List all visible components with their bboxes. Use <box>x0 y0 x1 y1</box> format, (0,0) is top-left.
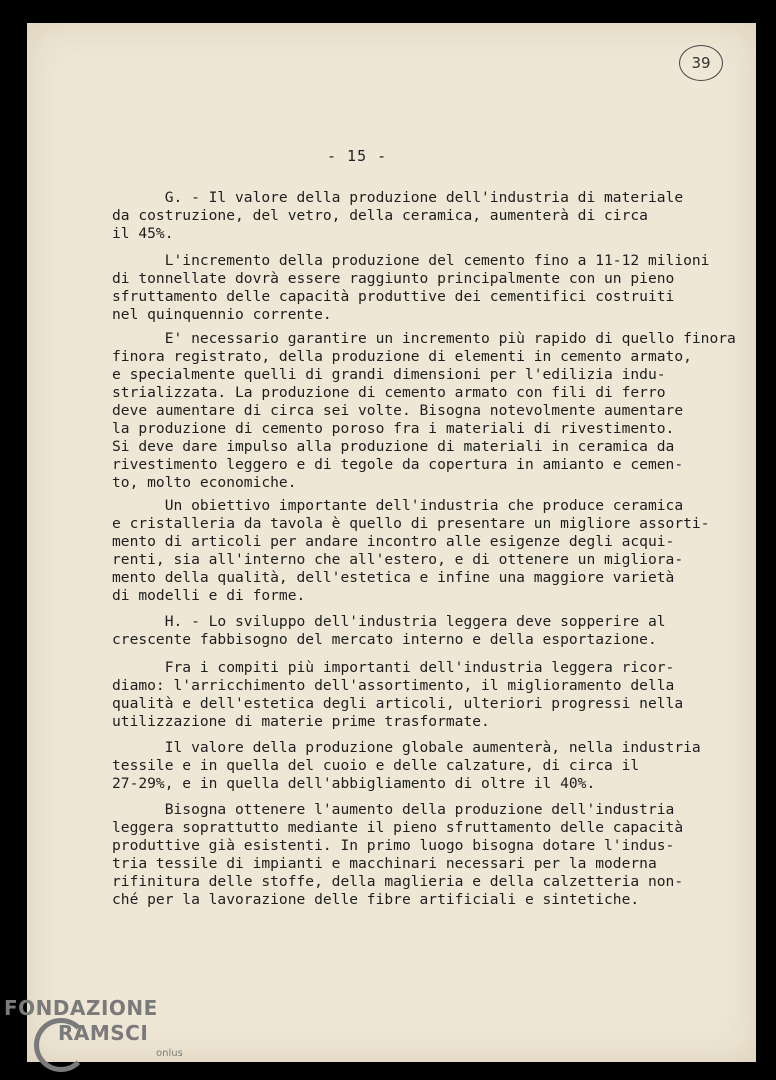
text-line: strializzata. La produzione di cemento armato con fili di ferro <box>112 384 666 401</box>
text-line: tessile e in quella del cuoio e delle calzature, di circa il <box>112 757 640 774</box>
text-line: la produzione di cemento poroso fra i materiali di rivestimento. <box>112 420 675 437</box>
text-line: H. - Lo sviluppo dell'industria leggera deve sopperire al <box>112 613 666 630</box>
text-line: to, molto economiche. <box>112 474 297 491</box>
text-line: produttive già esistenti. In primo luogo bisogna dotare l'indus- <box>112 837 675 854</box>
text-line: mento della qualità, dell'estetica e infine una maggiore varietà <box>112 569 675 586</box>
text-line: rivestimento leggero e di tegole da copertura in amianto e cemen- <box>112 456 684 473</box>
text-line: Fra i compiti più importanti dell'industria leggera ricor- <box>112 659 675 676</box>
text-line: diamo: l'arricchimento dell'assortimento, il miglioramento della <box>112 677 675 694</box>
text-line: finora registrato, della produzione di elementi in cemento armato, <box>112 348 692 365</box>
text-line: Un obiettivo importante dell'industria che produce ceramica <box>112 497 684 514</box>
text-line: rifinitura delle stoffe, della maglieria e della calzetteria non- <box>112 873 684 890</box>
watermark-onlus: onlus <box>156 1048 183 1059</box>
text-line: qualità e dell'estetica degli articoli, ulteriori progressi nella <box>112 695 684 712</box>
watermark-subtitle: RAMSCI <box>58 1021 149 1045</box>
fondazione-gramsci-watermark <box>4 996 204 1080</box>
text-line: mento di articoli per andare incontro alle esigenze degli acqui- <box>112 533 675 550</box>
text-line: leggera soprattutto mediante il pieno sfruttamento delle capacità <box>112 819 684 836</box>
text-line: e specialmente quelli di grandi dimensioni per l'edilizia indu- <box>112 366 666 383</box>
text-line: Il valore della produzione globale aumenterà, nella industria <box>112 739 701 756</box>
watermark-title: FONDAZIONE <box>4 996 158 1020</box>
text-line: sfruttamento delle capacità produttive dei cementifici costruiti <box>112 288 675 305</box>
text-line: renti, sia all'interno che all'estero, e di ottenere un migliora- <box>112 551 684 568</box>
text-line: Bisogna ottenere l'aumento della produzione dell'industria <box>112 801 675 818</box>
archive-number-stamp: 39 <box>679 45 723 81</box>
text-line: 27-29%, e in quella dell'abbigliamento di oltre il 40%. <box>112 775 596 792</box>
text-line: e cristalleria da tavola è quello di presentare un migliore assorti- <box>112 515 710 532</box>
text-line: da costruzione, del vetro, della ceramica, aumenterà di circa <box>112 207 648 224</box>
document-page <box>27 23 756 1062</box>
text-line: nel quinquennio corrente. <box>112 306 332 323</box>
text-line: Si deve dare impulso alla produzione di materiali in ceramica da <box>112 438 675 455</box>
page-number: - 15 - <box>327 147 388 165</box>
text-line: L'incremento della produzione del cemento fino a 11-12 milioni <box>112 252 710 269</box>
text-line: E' necessario garantire un incremento più rapido di quello finora <box>112 330 736 347</box>
text-line: G. - Il valore della produzione dell'industria di materiale <box>112 189 684 206</box>
text-line: utilizzazione di materie prime trasformate. <box>112 713 490 730</box>
text-line: crescente fabbisogno del mercato interno e della esportazione. <box>112 631 657 648</box>
text-line: deve aumentare di circa sei volte. Bisogna notevolmente aumentare <box>112 402 684 419</box>
text-line: il 45%. <box>112 225 174 242</box>
text-line: di tonnellate dovrà essere raggiunto principalmente con un pieno <box>112 270 675 287</box>
text-line: ché per la lavorazione delle fibre artificiali e sintetiche. <box>112 891 640 908</box>
text-line: tria tessile di impianti e macchinari necessari per la moderna <box>112 855 657 872</box>
text-line: di modelli e di forme. <box>112 587 306 604</box>
